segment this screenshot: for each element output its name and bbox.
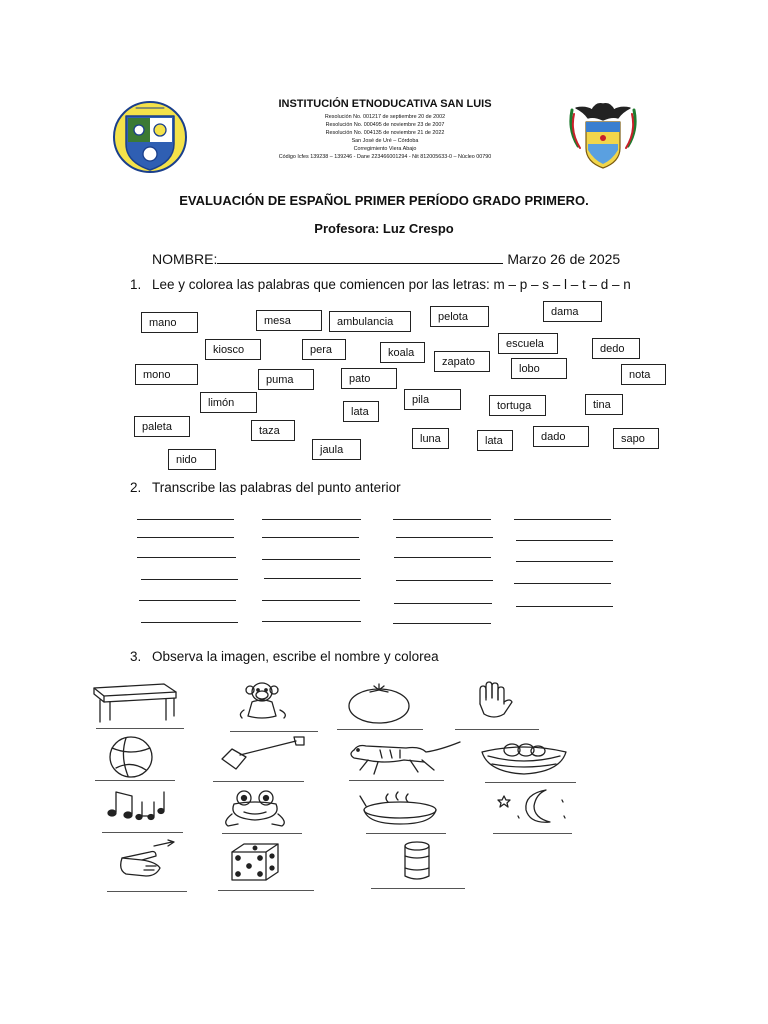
answer-line[interactable] <box>514 583 611 584</box>
name-field[interactable] <box>217 249 503 264</box>
answer-line[interactable] <box>222 833 302 834</box>
answer-line[interactable] <box>485 782 576 783</box>
word-card[interactable]: dado <box>533 426 589 447</box>
monkey-icon <box>236 680 290 720</box>
tiger-icon <box>344 738 464 778</box>
answer-line[interactable] <box>137 557 236 558</box>
answer-line[interactable] <box>337 729 423 730</box>
answer-line[interactable] <box>493 833 572 834</box>
tomato-icon <box>346 682 412 724</box>
answer-line[interactable] <box>262 600 360 601</box>
answer-line[interactable] <box>394 557 491 558</box>
institution-details <box>190 113 580 161</box>
answer-line[interactable] <box>230 731 318 732</box>
answer-line[interactable] <box>262 537 359 538</box>
answer-line[interactable] <box>393 623 491 624</box>
question-number: 2. <box>130 480 142 495</box>
word-card[interactable]: sapo <box>613 428 659 449</box>
answer-line[interactable] <box>262 559 360 560</box>
answer-line[interactable] <box>262 621 361 622</box>
question-number: 3. <box>130 649 142 664</box>
name-label: NOMBRE: <box>152 251 218 267</box>
word-card[interactable]: dedo <box>592 338 640 359</box>
page-title: EVALUACIÓN DE ESPAÑOL PRIMER PERÍODO GRADO PRIMERO. <box>179 193 589 208</box>
finger-icon <box>116 840 182 884</box>
codes-line: Código Icfes 139238 – 139246 - Dane 223466001294 - Nit 812005633-0 – Núcleo 00790 <box>278 154 492 160</box>
answer-line[interactable] <box>218 890 314 891</box>
moon-icon <box>494 786 574 828</box>
question-text: Observa la imagen, escribe el nombre y colorea <box>152 649 439 664</box>
answer-line[interactable] <box>262 519 361 520</box>
exam-date: Marzo 26 de 2025 <box>507 251 621 267</box>
answer-line[interactable] <box>396 537 493 538</box>
answer-line[interactable] <box>393 519 491 520</box>
location-line: Corregimiento Viera Abajo <box>353 146 417 152</box>
answer-line[interactable] <box>516 606 613 607</box>
word-card[interactable]: taza <box>251 420 295 441</box>
word-card[interactable]: pila <box>404 389 461 410</box>
answer-line[interactable] <box>96 728 184 729</box>
word-card[interactable]: nido <box>168 449 216 470</box>
word-card[interactable]: lata <box>343 401 379 422</box>
answer-line[interactable] <box>213 781 304 782</box>
answer-line[interactable] <box>394 603 492 604</box>
question-2 <box>130 480 401 495</box>
nest-icon <box>478 736 570 776</box>
answer-line[interactable] <box>349 780 444 781</box>
answer-line[interactable] <box>141 622 238 623</box>
answer-line[interactable] <box>371 888 465 889</box>
shovel-icon <box>218 735 308 771</box>
word-card[interactable]: ambulancia <box>329 311 411 332</box>
student-name-row <box>152 249 620 267</box>
word-card[interactable]: dama <box>543 301 602 322</box>
question-1 <box>130 277 631 292</box>
dice-icon <box>228 842 282 882</box>
word-card[interactable]: tortuga <box>489 395 546 416</box>
word-card[interactable]: lobo <box>511 358 567 379</box>
answer-line[interactable] <box>396 580 493 581</box>
school-shield-logo <box>112 100 188 174</box>
word-card[interactable]: nota <box>621 364 666 385</box>
word-card[interactable]: pato <box>341 368 397 389</box>
answer-line[interactable] <box>516 561 613 562</box>
word-card[interactable]: luna <box>412 428 449 449</box>
teacher-name: Profesora: Luz Crespo <box>314 221 454 236</box>
resolution-line: Resolución No. 001217 de septiembre 20 de 2002 <box>324 114 446 120</box>
frog-icon <box>218 788 294 830</box>
answer-line[interactable] <box>264 578 361 579</box>
word-card[interactable]: paleta <box>134 416 190 437</box>
word-card[interactable]: kiosco <box>205 339 261 360</box>
word-card[interactable]: puma <box>258 369 314 390</box>
word-card[interactable]: lata <box>477 430 513 451</box>
answer-line[interactable] <box>139 600 236 601</box>
hand-icon <box>472 680 516 720</box>
answer-line[interactable] <box>102 832 183 833</box>
question-3 <box>130 649 439 664</box>
ball-icon <box>106 734 156 780</box>
answer-line[interactable] <box>95 780 175 781</box>
word-card[interactable]: mesa <box>256 310 322 331</box>
question-number: 1. <box>130 277 142 292</box>
word-card[interactable]: mano <box>141 312 198 333</box>
answer-line[interactable] <box>141 579 238 580</box>
word-card[interactable]: limón <box>200 392 257 413</box>
resolution-line: Resolución No. 000495 de noviembre 23 de 2007 <box>325 122 445 128</box>
can-icon <box>400 838 434 882</box>
word-card[interactable]: mono <box>135 364 198 385</box>
answer-line[interactable] <box>137 519 234 520</box>
answer-line[interactable] <box>455 729 539 730</box>
location-line: San José de Uré – Córdoba <box>351 138 419 144</box>
word-card[interactable]: tina <box>585 394 623 415</box>
word-card[interactable]: escuela <box>498 333 558 354</box>
answer-line[interactable] <box>366 833 446 834</box>
table-icon <box>90 680 180 724</box>
word-card[interactable]: pera <box>302 339 346 360</box>
word-card[interactable]: koala <box>380 342 425 363</box>
soup-icon <box>358 790 444 828</box>
word-card[interactable]: jaula <box>312 439 361 460</box>
answer-line[interactable] <box>107 891 187 892</box>
question-text: Lee y colorea las palabras que comiencen por las letras: m – p – s – l – t – d – n <box>152 277 631 292</box>
answer-line[interactable] <box>514 519 611 520</box>
answer-line[interactable] <box>516 540 613 541</box>
institution-name: INSTITUCIÓN ETNODUCATIVA SAN LUIS <box>278 98 492 110</box>
answer-line[interactable] <box>137 537 234 538</box>
music-notes-icon <box>102 786 174 826</box>
question-text: Transcribe las palabras del punto anterior <box>152 480 401 495</box>
word-card[interactable]: zapato <box>434 351 490 372</box>
resolution-line: Resolución No. 004135 de noviembre 21 de 2022 <box>325 130 445 136</box>
word-card[interactable]: pelota <box>430 306 489 327</box>
